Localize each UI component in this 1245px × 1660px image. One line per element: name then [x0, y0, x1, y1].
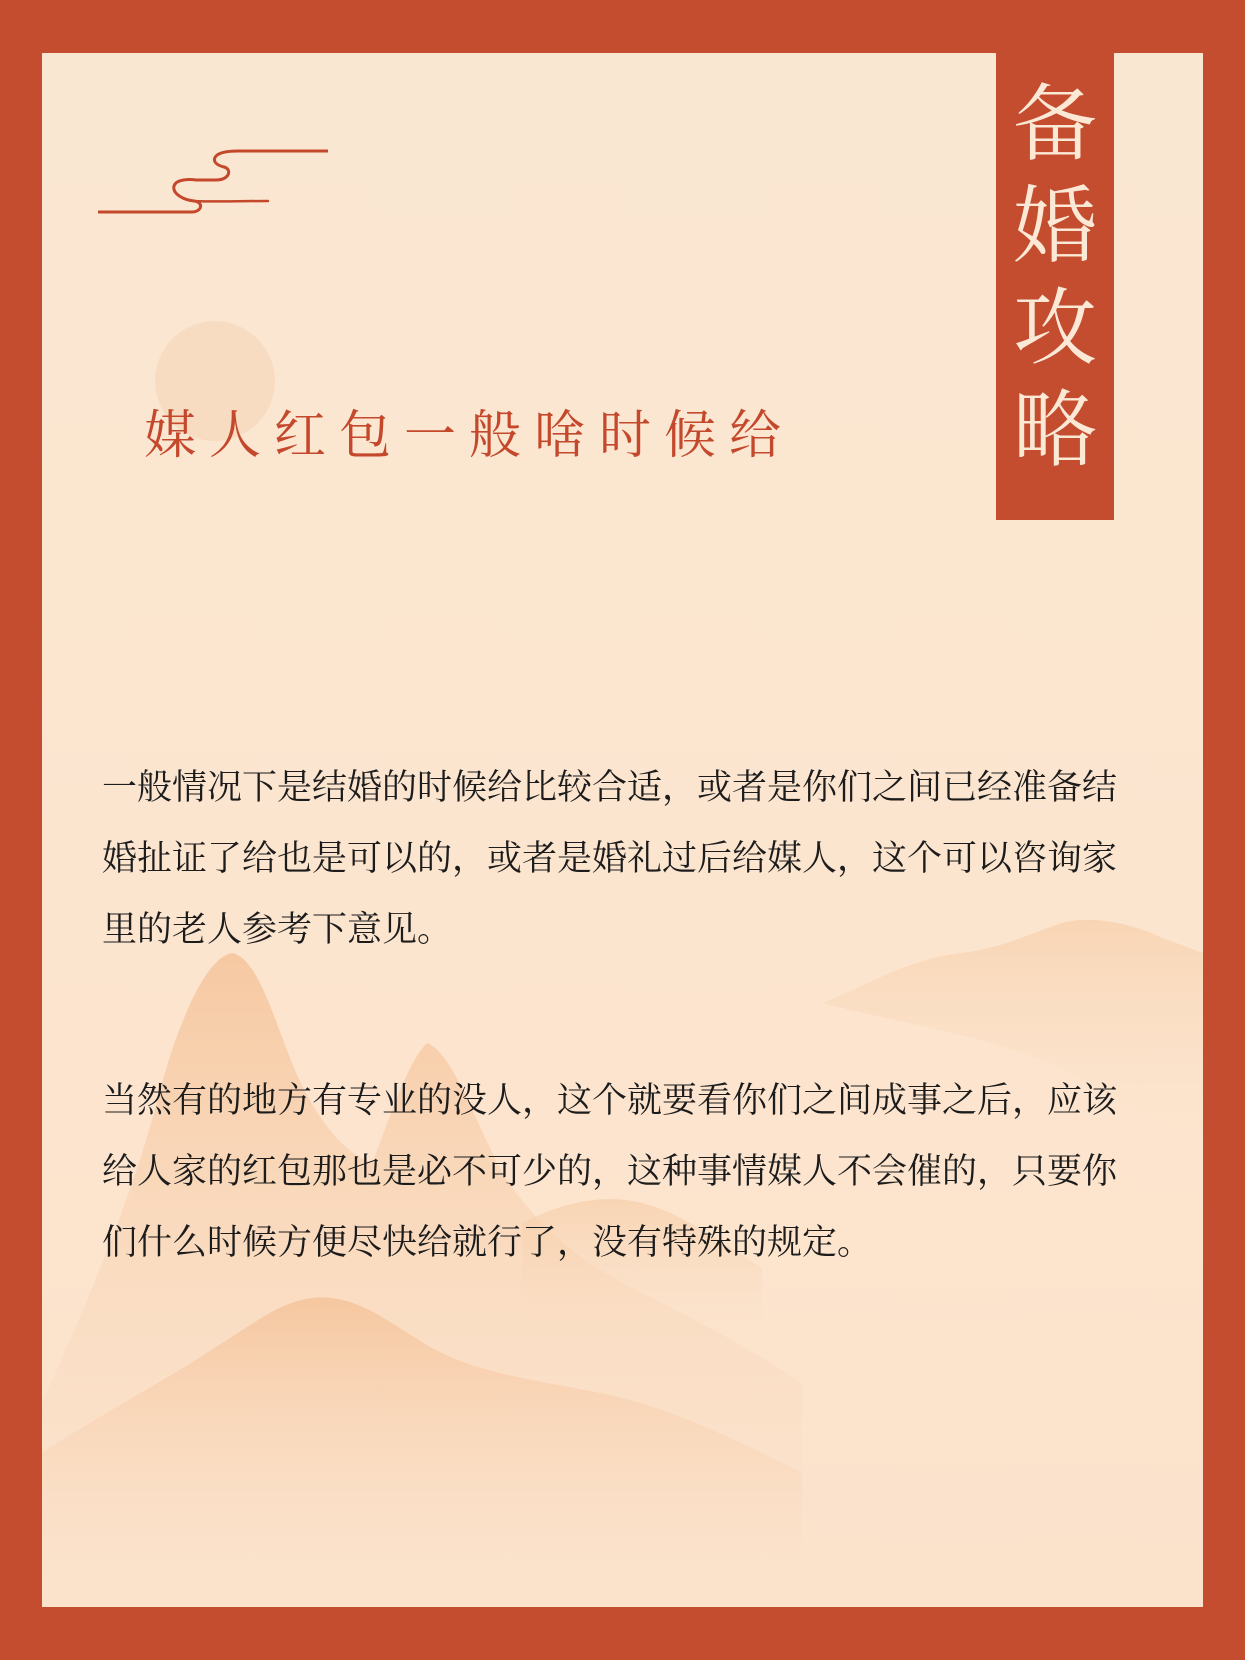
body-paragraph: 当然有的地方有专业的没人，这个就要看你们之间成事之后，应该给人家的红包那也是必不可少的，这种事情媒人不会催的，只要你们什么时候方便尽快给就行了，没有特殊的规定。: [102, 1081, 1118, 1263]
badge-char: 攻: [1012, 279, 1097, 377]
cloud-icon: [98, 149, 328, 229]
guide-badge: [996, 53, 1114, 520]
poster-frame: [42, 53, 1203, 1607]
badge-char: 备: [1012, 75, 1097, 173]
badge-char: 婚: [1012, 177, 1097, 275]
body-paragraph: 一般情况下是结婚的时候给比较合适，或者是你们之间已经准备结婚扯证了给也是可以的，或者是婚礼过后给媒人，这个可以咨询家里的老人参考下意见。: [102, 768, 1118, 950]
page-title: 媒人红包一般啥时候给: [144, 406, 795, 466]
badge-char: 略: [1012, 381, 1097, 479]
